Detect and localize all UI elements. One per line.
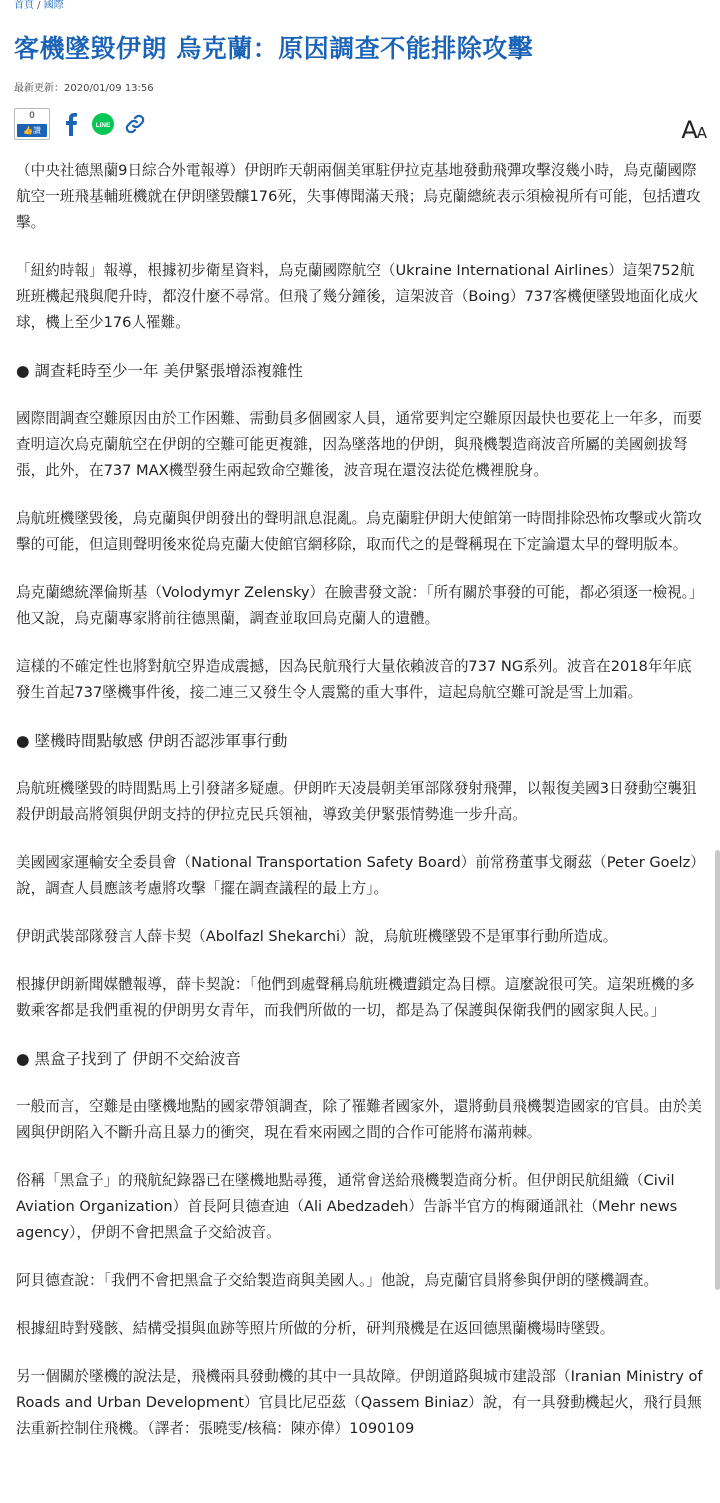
paragraph: 烏航班機墜毀後，烏克蘭與伊朗發出的聲明訊息混亂。烏克蘭駐伊朗大使館第一時間排除恐怖攻擊或火箭攻擊的可能，但這則聲明後來從烏克蘭大使館官網移除，取而代之的是聲稱現在下定論還太早的聲明版本。	[16, 510, 702, 553]
like-label: 👍讚	[17, 124, 47, 137]
line-icon	[92, 112, 114, 136]
breadcrumb-separator: /	[34, 0, 44, 11]
paragraph: 根據伊朗新聞媒體報導，薛卡契說：「他們到處聲稱烏航班機遭鎖定為目標。這麼說很可笑。這架班機的多數乘客都是我們重視的伊朗男女青年，而我們所做的一切，都是為了保護與保衛我們的國家與人民。」	[16, 976, 695, 1019]
article-title: 客機墜毀伊朗 烏克蘭：原因調查不能排除攻擊	[14, 34, 534, 63]
paragraph: 「紐約時報」報導，根據初步衛星資料，烏克蘭國際航空（Ukraine International Airlines）這架752航班班機起飛與爬升時，都沒什麼不尋常。但飛了幾分鐘後，這架波音（Boing）737客機便墜毀地面化成火球，機上至少176人罹難。	[16, 262, 699, 331]
section-heading: ● 黑盒子找到了 伊朗不交給波音	[16, 1050, 241, 1068]
paragraph: 一般而言，空難是由墜機地點的國家帶領調查，除了罹難者國家外，還將動員飛機製造國家的官員。由於美國與伊朗陷入不斷升高且暴力的衝突，現在看來兩國之間的合作可能將布滿荊棘。	[16, 1098, 702, 1141]
link-icon	[124, 113, 146, 135]
scrollbar[interactable]	[715, 850, 720, 1290]
breadcrumb-home-link[interactable]: 首頁	[14, 0, 34, 11]
article-body	[16, 158, 704, 1464]
thumbs-up-icon: 👍	[23, 126, 33, 135]
breadcrumb	[14, 0, 64, 14]
paragraph: 這樣的不確定性也將對航空界造成震撼，因為民航飛行大量依賴波音的737 NG系列。波音在2018年年底發生首起737墜機事件後，接二連三又發生令人震驚的重大事件，這起烏航空難可說是雪上加霜。	[16, 658, 692, 701]
paragraph: 阿貝德查說：「我們不會把黑盒子交給製造商與美國人。」他說，烏克蘭官員將參與伊朗的墜機調查。	[16, 1272, 659, 1289]
facebook-like-button[interactable]	[14, 108, 50, 140]
copy-link-button[interactable]	[124, 113, 146, 135]
font-size-small-glyph: A	[696, 124, 706, 142]
font-size-large-glyph: A	[681, 116, 697, 144]
section-heading: ● 調查耗時至少一年 美伊緊張增添複雜性	[16, 362, 303, 380]
updated-timestamp: 最新更新：2020/01/09 13:56	[14, 83, 154, 94]
paragraph: 伊朗武裝部隊發言人薛卡契（Abolfazl Shekarchi）說，烏航班機墜毀不是軍事行動所造成。	[16, 928, 618, 945]
breadcrumb-section-link[interactable]: 國際	[43, 0, 64, 11]
paragraph: 美國國家運輸安全委員會（National Transportation Safety Board）前常務董事戈爾茲（Peter Goelz）說，調查人員應該考慮將攻擊「擺在調查議程的最上方」。	[16, 854, 698, 897]
font-size-button[interactable]	[681, 116, 706, 144]
svg-text:LINE: LINE	[95, 121, 111, 129]
share-bar	[14, 108, 146, 142]
like-count: 0	[29, 111, 35, 121]
paragraph: （中央社德黑蘭9日綜合外電報導）伊朗昨天朝兩個美軍駐伊拉克基地發動飛彈攻擊沒幾小時，烏克蘭國際航空一班飛基輔班機就在伊朗墜毀釀176死，失事傳聞滿天飛；烏克蘭總統表示須檢視所有可能，包括遭攻擊。	[16, 162, 701, 231]
paragraph: 根據紐時對殘骸、結構受損與血跡等照片所做的分析，研判飛機是在返回德黑蘭機場時墜毀。	[16, 1320, 615, 1337]
paragraph: 烏克蘭總統澤倫斯基（Volodymyr Zelensky）在臉書發文說：「所有關於事發的可能，都必須逐一檢視。」他又說，烏克蘭專家將前往德黑蘭，調查並取回烏克蘭人的遺體。	[16, 584, 704, 627]
paragraph: 另一個關於墜機的說法是，飛機兩具發動機的其中一具故障。伊朗道路與城市建設部（Iranian Ministry of Roads and Urban Development）官員比尼亞茲（Qassem Biniaz）說，有一具發動機起火，飛行員無法重新控制住飛機。（譯者：張曉雯/核稿：陳亦偉）1090109	[16, 1368, 703, 1437]
line-share-button[interactable]	[92, 113, 114, 135]
paragraph: 俗稱「黑盒子」的飛航紀錄器已在墜機地點尋獲，通常會送給飛機製造商分析。但伊朗民航組織（Civil Aviation Organization）首長阿貝德查迪（Ali Abedzadeh）告訴半官方的梅爾通訊社（Mehr news agency），伊朗不會把黑盒子交給波音。	[16, 1172, 678, 1241]
facebook-icon	[64, 112, 78, 136]
paragraph: 國際間調查空難原因由於工作困難、需動員多個國家人員，通常要判定空難原因最快也要花上一年多，而要查明這次烏克蘭航空在伊朗的空難可能更複雜，因為墜落地的伊朗，與飛機製造商波音所屬的美國劍拔弩張，此外，在737 MAX機型發生兩起致命空難後，波音現在還沒法從危機裡脫身。	[16, 410, 702, 479]
paragraph: 烏航班機墜毀的時間點馬上引發諸多疑慮。伊朗昨天凌晨朝美軍部隊發射飛彈，以報復美國3日發動空襲狙殺伊朗最高將領與伊朗支持的伊拉克民兵領袖，導致美伊緊張情勢進一步升高。	[16, 780, 697, 823]
facebook-share-button[interactable]	[60, 113, 82, 135]
section-heading: ● 墜機時間點敏感 伊朗否認涉軍事行動	[16, 732, 288, 750]
